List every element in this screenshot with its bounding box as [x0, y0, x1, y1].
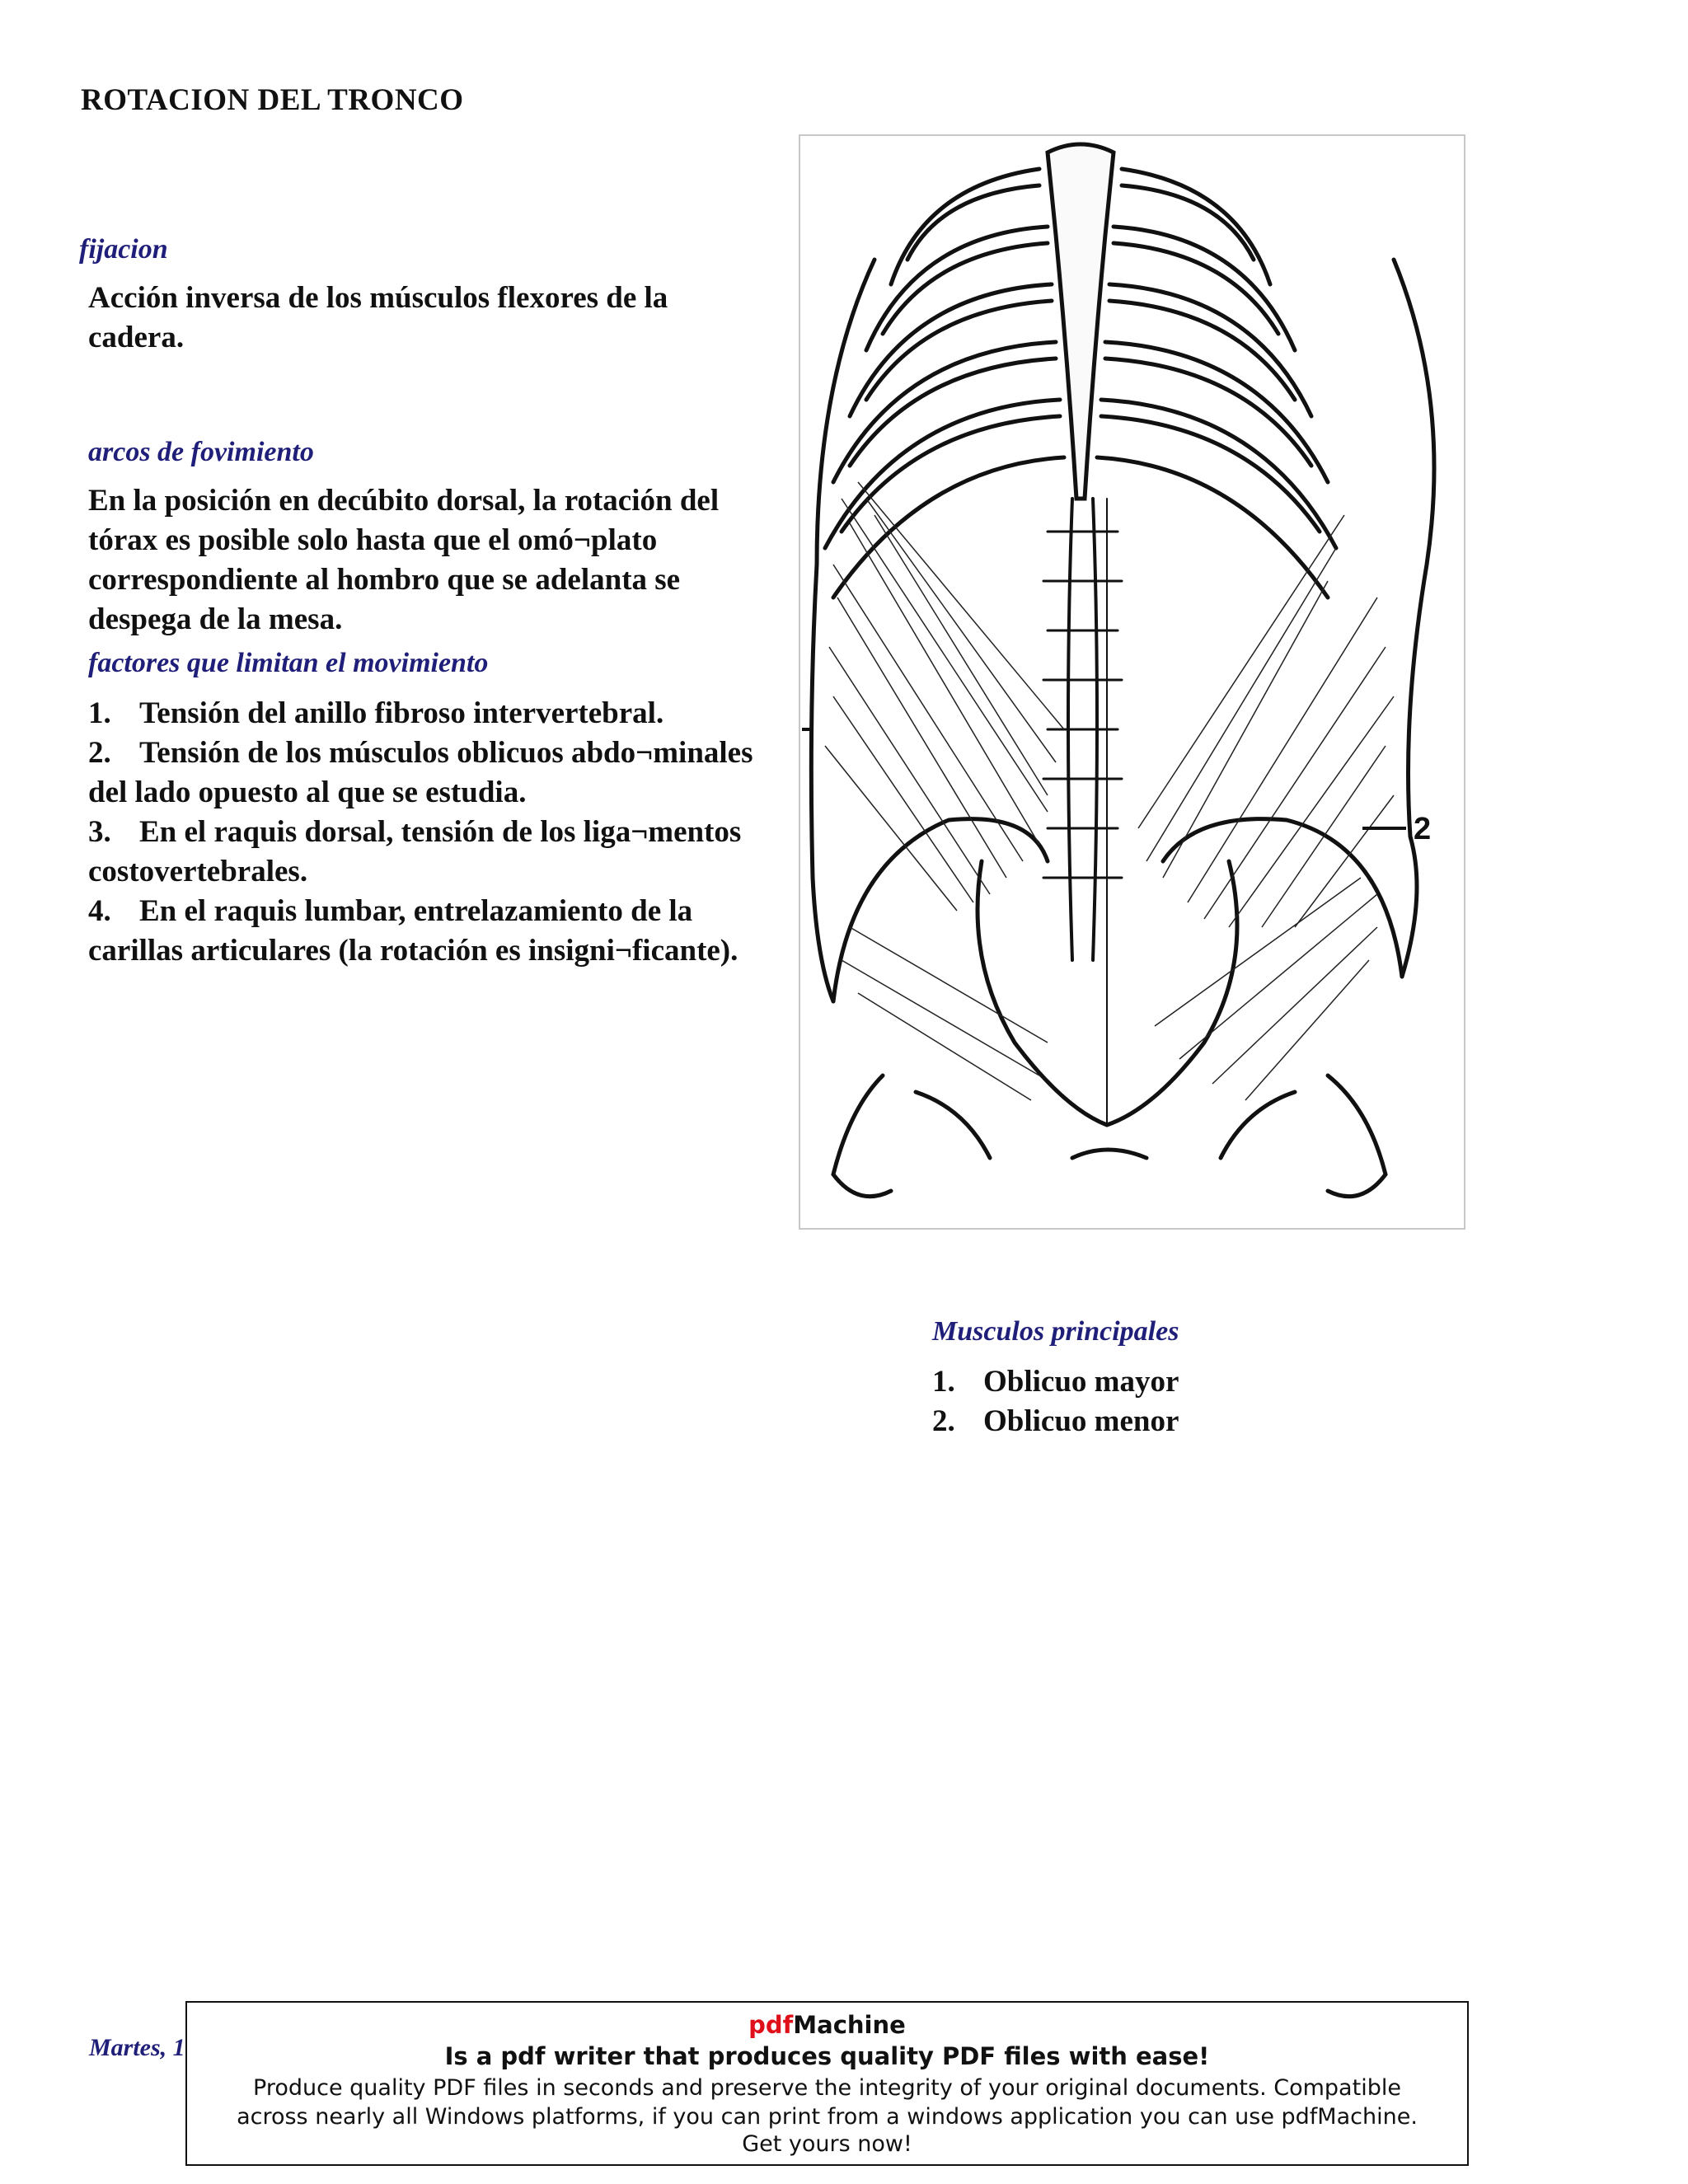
musculos-list	[932, 1362, 1427, 1441]
list-item: 1. Tensión del anillo fibroso intervertebral.	[88, 696, 664, 730]
fijacion-heading: fijacion	[79, 234, 168, 265]
trunk-anatomy-illustration	[799, 134, 1465, 1230]
ad-cta-link[interactable]: Get yours now!	[742, 2131, 912, 2157]
musculos-heading: Musculos principales	[932, 1316, 1179, 1347]
figure-label-2: 2	[1414, 812, 1432, 846]
anatomy-drawing	[800, 136, 1464, 1228]
list-item: 2. Tensión de los músculos oblicuos abdo¬minales del lado opuesto al que se estudia.	[88, 736, 753, 809]
factores-heading: factores que limitan el movimiento	[88, 648, 489, 678]
list-item: 4. En el raquis lumbar, entrelazamiento de la carillas articulares (la rotación es insigni¬ficante).	[88, 894, 738, 968]
page-title: ROTACION DEL TRONCO	[81, 83, 464, 117]
ad-description: Produce quality PDF files in seconds and preserve the integrity of your original documents. Compatible across nearly all Windows platforms, if you can print from a windows application you can use pdfMachine.	[237, 2075, 1418, 2130]
arcos-text: En la posición en decúbito dorsal, la rotación del tórax es posible solo hasta que el omó¬plato correspondiente al hombro que se adelanta se despega de la mesa.	[88, 484, 720, 636]
list-item: 2. Oblicuo menor	[932, 1404, 1179, 1438]
list-item: 1. Oblicuo mayor	[932, 1365, 1179, 1399]
arcos-heading: arcos de fovimiento	[88, 437, 314, 467]
footer-date: Martes, 1	[89, 2034, 185, 2061]
factores-list	[88, 694, 764, 971]
pdfmachine-ad-banner[interactable]	[185, 2001, 1469, 2166]
ad-tagline: Is a pdf writer that produces quality PDF files with ease!	[444, 2042, 1210, 2070]
fijacion-text: Acción inversa de los músculos flexores de la cadera.	[88, 281, 668, 354]
ad-brand: pdfMachine	[748, 2011, 906, 2039]
list-item: 3. En el raquis dorsal, tensión de los liga¬mentos costovertebrales.	[88, 815, 742, 888]
